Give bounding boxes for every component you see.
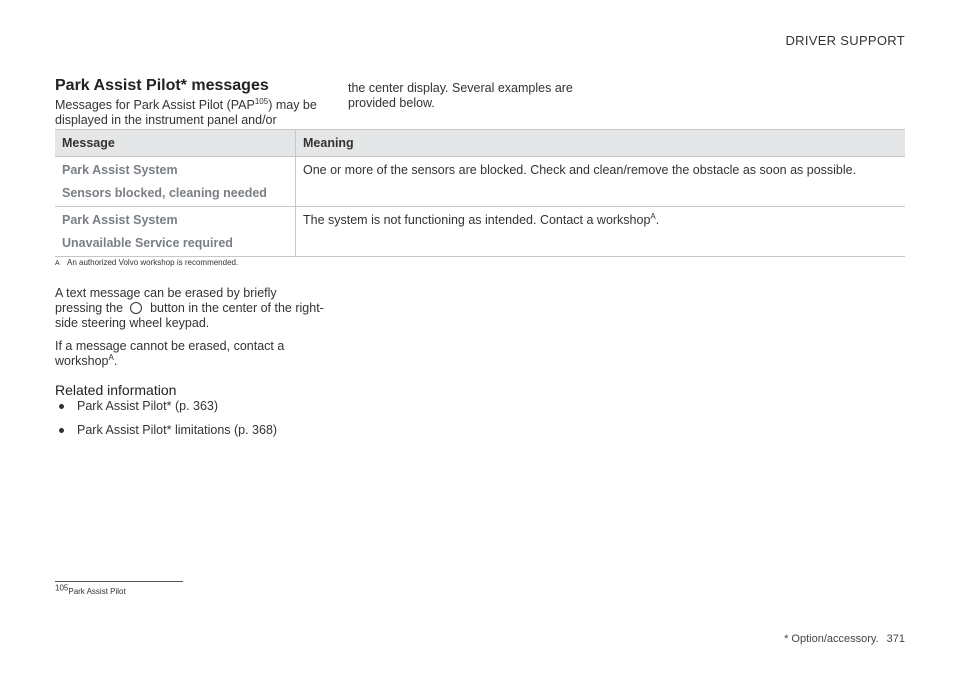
column-header-message: Message	[55, 130, 296, 157]
message-detail: Unavailable Service required	[62, 236, 233, 250]
message-detail: Sensors blocked, cleaning needed	[62, 186, 267, 200]
erase-text-part: A text message can be erased by briefly pressing the	[55, 286, 277, 315]
footnote-text: An authorized Volvo workshop is recommended.	[67, 258, 239, 267]
messages-table	[55, 129, 905, 257]
message-title: Park Assist System	[62, 163, 178, 177]
message-title: Park Assist System	[62, 213, 178, 227]
related-information-heading: Related information	[55, 382, 177, 398]
page-footer	[784, 633, 905, 645]
message-cell	[55, 207, 296, 257]
circle-icon	[130, 302, 142, 314]
meaning-text: The system is not functioning as intended. Contact a workshop	[303, 213, 651, 227]
table-row	[55, 207, 905, 257]
list-item[interactable]: Park Assist Pilot* (p. 363)	[55, 399, 277, 414]
table-row	[55, 157, 905, 207]
footnote-marker: A	[55, 260, 60, 267]
meaning-cell: The system is not functioning as intended. Contact a workshop$^A$.	[296, 207, 906, 257]
table-footnote	[55, 258, 238, 267]
column-header-meaning: Meaning	[296, 130, 906, 157]
erase-instructions	[55, 286, 325, 331]
footnote-reference: A	[108, 352, 114, 362]
meaning-cell	[296, 157, 906, 207]
related-information-list	[55, 399, 277, 447]
message-cell	[55, 157, 296, 207]
page-title: Park Assist Pilot* messages	[55, 77, 269, 94]
intro-text-part: ) may be displayed in the instrument panel and/or	[55, 98, 317, 127]
footnote-number: 105	[55, 583, 69, 593]
meaning-text: One or more of the sensors are blocked. Check and clean/remove the obstacle as soon as possible.	[303, 163, 857, 177]
page-number: 371	[886, 633, 905, 645]
list-item[interactable]: Park Assist Pilot* limitations (p. 368)	[55, 423, 277, 438]
table-header-row	[55, 130, 905, 157]
footnote-reference: A	[650, 211, 656, 221]
intro-text-part: Messages for Park Assist Pilot (PAP	[55, 98, 255, 112]
intro-text-right: the center display. Several examples are provided below.	[348, 81, 573, 110]
erase-text-part: button in the center of the right-side steering wheel keypad.	[55, 301, 324, 330]
intro-text-left	[55, 98, 325, 128]
footnote-text: Park Assist Pilot	[68, 587, 126, 596]
contact-text-part: If a message cannot be erased, contact a workshop	[55, 339, 285, 368]
contact-text-part: .	[113, 354, 118, 368]
running-header: DRIVER SUPPORT	[785, 33, 905, 48]
footnote-reference: 105	[254, 96, 269, 106]
contact-workshop-text	[55, 339, 325, 369]
footnote-divider	[55, 581, 183, 582]
page-footnote	[55, 583, 126, 596]
option-note: * Option/accessory.	[784, 633, 879, 645]
